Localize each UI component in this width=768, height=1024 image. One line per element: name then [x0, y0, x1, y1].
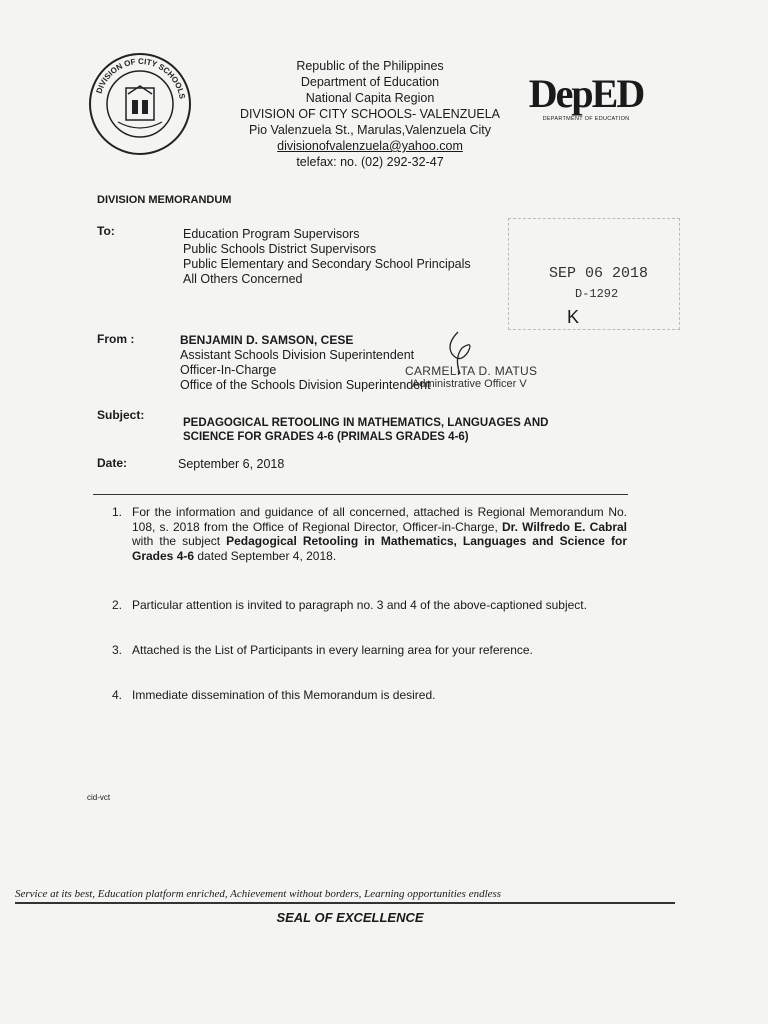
deped-logo [528, 72, 644, 122]
from-label: From : [97, 332, 135, 346]
from-position: Officer-In-Charge [180, 363, 277, 377]
paragraph-bold-subject: Pedagogical Retooling in Mathematics, Languages and Science for Grades 4-6 [132, 534, 627, 563]
from-office: Office of the Schools Division Superintendent [180, 378, 431, 392]
header-telefax: telefax: no. (02) 292-32-47 [296, 155, 444, 169]
from-position: Assistant Schools Division Superintendent [180, 348, 415, 362]
from-name: BENJAMIN D. SAMSON, CESE [180, 333, 354, 347]
paragraph-text: with the subject [132, 534, 227, 548]
header-email-link[interactable]: divisionofvalenzuela@yahoo.com [277, 139, 463, 153]
stamp-date: SEP 06 2018 [549, 265, 649, 282]
paragraph-text: For the information and guidance of all concerned, attached is Regional Memorandum No. 108, s. 2018 from the Office of Regional Director, Officer-in-Charge, [132, 505, 627, 534]
header-division: DIVISION OF CITY SCHOOLS- VALENZUELA [239, 107, 500, 121]
footer-divider [15, 902, 675, 904]
letterhead [200, 58, 540, 170]
subject-text: PEDAGOGICAL RETOOLING IN MATHEMATICS, LANGUAGES AND SCIENCE FOR GRADES 4-6 (PRIMALS GRADES 4-6) [183, 417, 549, 443]
memo-date: September 6, 2018 [178, 457, 285, 471]
paragraph-bold-name: Dr. Wilfredo E. Cabral [501, 519, 627, 534]
recipient: Education Program Supervisors [183, 227, 360, 241]
cosign-title: Administrative Officer V [412, 378, 527, 390]
cosign-name: CARMELITA D. MATUS [405, 364, 538, 378]
paragraph-number: 4. [112, 688, 123, 702]
deped-logo-text: DepED [528, 71, 644, 116]
paragraph-text: Particular attention is invited to paragraph no. 3 and 4 of the above-captioned subject. [132, 598, 587, 612]
header-republic: Republic of the Philippines [296, 59, 444, 73]
subject-label: Subject: [97, 408, 145, 422]
recipient: Public Schools District Supervisors [183, 242, 377, 256]
to-recipients [183, 227, 471, 287]
body-paragraph-1 [112, 505, 627, 563]
paragraph-text: dated September 4, 2018. [194, 548, 337, 563]
body-paragraph-3 [112, 643, 627, 658]
header-department: Department of Education [300, 75, 440, 89]
paragraph-text: Immediate dissemination of this Memorandum is desired. [132, 688, 436, 702]
division-seal-icon [88, 52, 192, 156]
recipient: Public Elementary and Secondary School Principals [183, 257, 471, 271]
footer-seal-of-excellence: SEAL OF EXCELLENCE [276, 910, 424, 925]
paragraph-number: 2. [112, 598, 123, 612]
stamp-number: D-1292 [575, 287, 619, 301]
from-block [180, 333, 431, 393]
stamp-initial: K [567, 307, 580, 327]
body-paragraph-2 [112, 598, 627, 613]
header-address: Pio Valenzuela St., Marulas,Valenzuela City [248, 123, 492, 137]
divider [93, 494, 628, 495]
received-stamp [508, 218, 680, 330]
paragraph-text: Attached is the List of Participants in every learning area for your reference. [132, 643, 533, 657]
paragraph-number: 3. [112, 643, 123, 657]
recipient: All Others Concerned [183, 272, 303, 286]
footer-motto: Service at its best, Education platform enriched, Achievement without borders, Learning opportunities endless [15, 888, 502, 900]
cid-code: cid-vct [87, 793, 111, 802]
deped-logo-sub: DEPARTMENT OF EDUCATION [542, 116, 630, 122]
header-region: National Capita Region [305, 91, 435, 105]
date-label: Date: [97, 456, 128, 470]
to-label: To: [97, 224, 115, 238]
memo-title: DIVISION MEMORANDUM [97, 194, 232, 206]
seal-ring-text: DIVISION OF CITY SCHOOLS [94, 56, 187, 100]
body-paragraph-4 [112, 688, 627, 703]
paragraph-number: 1. [112, 505, 123, 519]
